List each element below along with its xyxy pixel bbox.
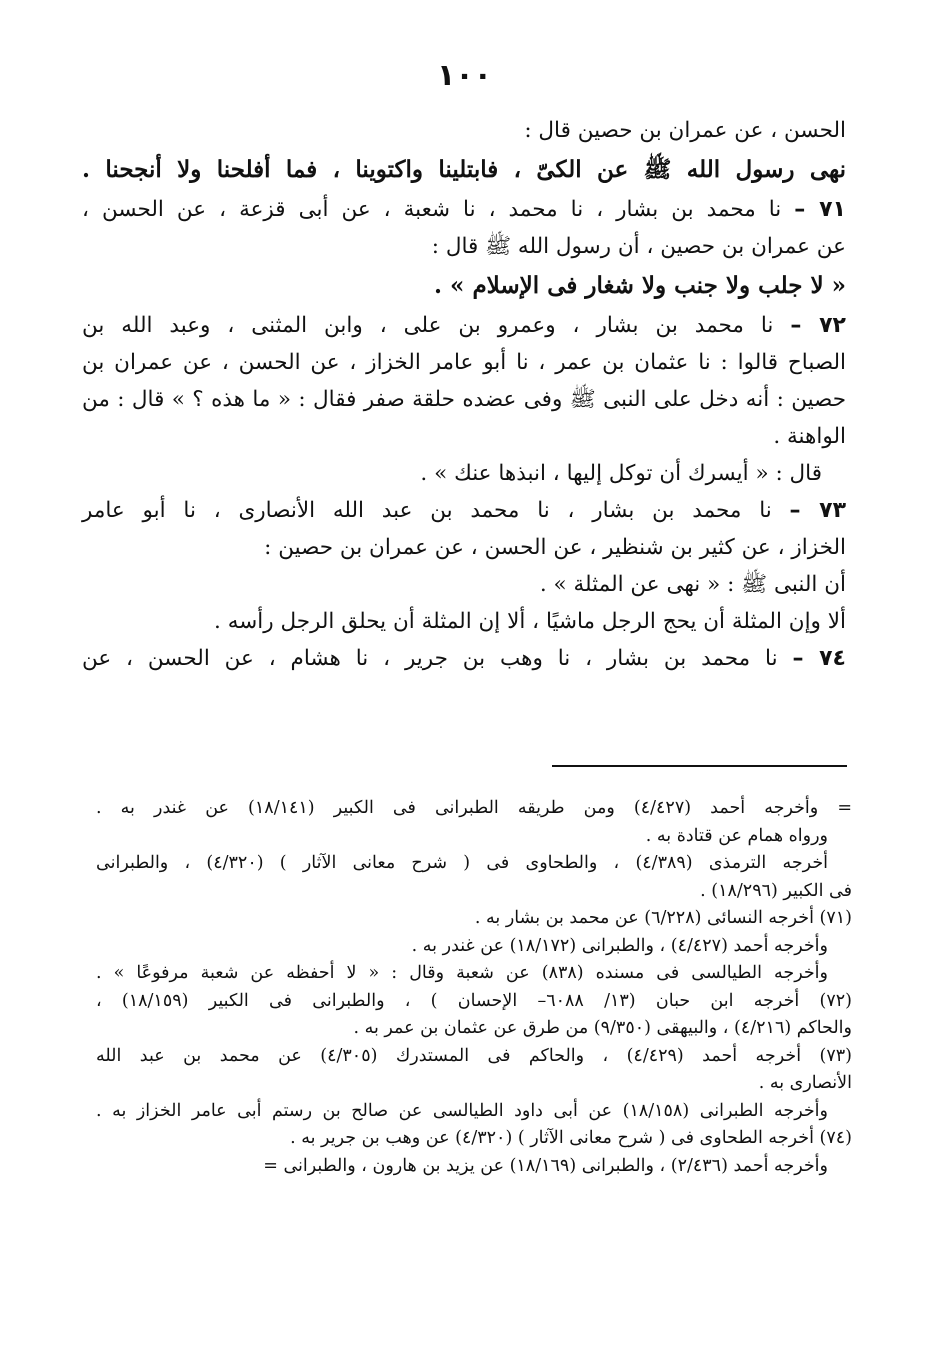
footnote-line: = وأخرجه أحمد (٤/٤٢٧) ومن طريقه الطبرانى فى الكبير (١٨/١٤١) عن غندر به . [96,798,852,818]
footnote-line: أخرجه الترمذى (٤/٣٨٩) ، والطحاوى فى ( شرح معانى الآثار ) (٤/٣٢٠) ، والطبرانى [96,853,829,873]
hadith-number: ٧٣ – [789,498,846,523]
footnote-divider [552,765,847,767]
hadith-entry-74: ٧٤ – نا محمد بن بشار ، نا وهب بن جرير ، نا هشام ، عن الحسن ، عن [82,646,846,671]
footnote-line: ورواه همام عن قتادة به . [645,825,828,846]
footnote-line: (٧٣) أخرجه أحمد (٤/٤٢٩) ، والحاكم فى المستدرك (٤/٣٠٥) عن محمد بن عبد الله [96,1045,852,1066]
footnote-line: وأخرجه أحمد (٤/٤٢٧) ، والطبرانى (١٨/١٧٢) عن غندر به . [411,935,828,956]
footnote-line: (٧١) أخرجه النسائى (٦/٢٢٨) عن محمد بن بشار به . [474,908,852,928]
text-line: الحسن ، عن عمران بن حصين قال : [524,118,846,143]
text-line: الواهنة . [773,424,846,449]
hadith-entry-72: ٧٢ – نا محمد بن بشار ، وعمرو بن على ، وابن المثنى ، وعبد الله بن [82,313,846,338]
page-number: ١٠٠ [437,58,492,93]
footnote-line: والحاكم (٤/٢١٦) ، والبيهقى (٩/٣٥٠) من طرق عن عثمان بن عمر به . [353,1018,852,1038]
text-line: عن عمران بن حصين ، أن رسول الله ﷺ قال : [431,234,846,259]
footnote-line: وأخرجه الطبرانى (١٨/١٥٨) عن أبى داود الطيالسى عن صالح بن رستم أبى عامر الخزاز به . [96,1100,828,1121]
footnote-line: فى الكبير (١٨/٢٩٦) . [700,880,852,901]
text-line: الصباح قالوا : نا عثمان بن عمر ، نا أبو عامر الخزاز ، عن الحسن ، عن عمران بن [82,350,846,375]
footnote-line: (٧٤) أخرجه الطحاوى فى ( شرح معانى الآثار ) (٤/٣٢٠) عن وهب بن جرير به . [290,1128,852,1148]
footnote-line: وأخرجه الطيالسى فى مسنده (٨٣٨) عن شعبة وقال : « لا أحفظه عن شعبة مرفوعًا » . [96,963,828,983]
main-text [82,112,846,677]
footnotes [96,795,852,1180]
hadith-text: « لا جلب ولا جنب ولا شغار فى الإسلام » . [434,272,846,299]
hadith-entry-71: ٧١ – نا محمد بن بشار ، نا محمد ، نا شعبة ، عن أبى قزعة ، عن الحسن ، [82,197,846,222]
text-line: الخزاز ، عن كثير بن شنظير ، عن الحسن ، عن عمران بن حصين : [264,535,846,560]
text-line: أن النبى ﷺ : « نهى عن المثلة » . [539,572,846,597]
footnote-line: (٧٢) أخرجه ابن حبان (١٣/ ٦٠٨٨– الإحسان ) ، والطبرانى فى الكبير (١٨/١٥٩) ، [96,990,852,1011]
hadith-text: نهى رسول الله ﷺ عن الكىّ ، فابتلينا واكتوينا ، فما أفلحنا ولا أنجحنا . [82,156,846,183]
hadith-number: ٧٤ – [792,646,846,671]
text-line: قال : « أيسرك أن توكل إليها ، انبذها عنك » . [420,461,822,486]
footnote-line: وأخرجه أحمد (٢/٤٣٦) ، والطبرانى (١٨/١٦٩) عن يزيد بن هارون ، والطبرانى = [263,1155,828,1176]
hadith-entry-73: ٧٣ – نا محمد بن بشار ، نا محمد بن عبد الله الأنصارى ، نا أبو عامر [82,498,846,523]
text-line: ألا وإن المثلة أن يحج الرجل ماشيًا ، ألا إن المثلة أن يحلق الرجل رأسه . [214,609,846,634]
footnote-line: الأنصارى به . [758,1073,852,1093]
hadith-number: ٧١ – [794,197,846,222]
text-line: حصين : أنه دخل على النبى ﷺ وفى عضده حلقة صفر فقال : « ما هذه ؟ » قال : من [82,387,846,412]
hadith-number: ٧٢ – [790,313,846,338]
